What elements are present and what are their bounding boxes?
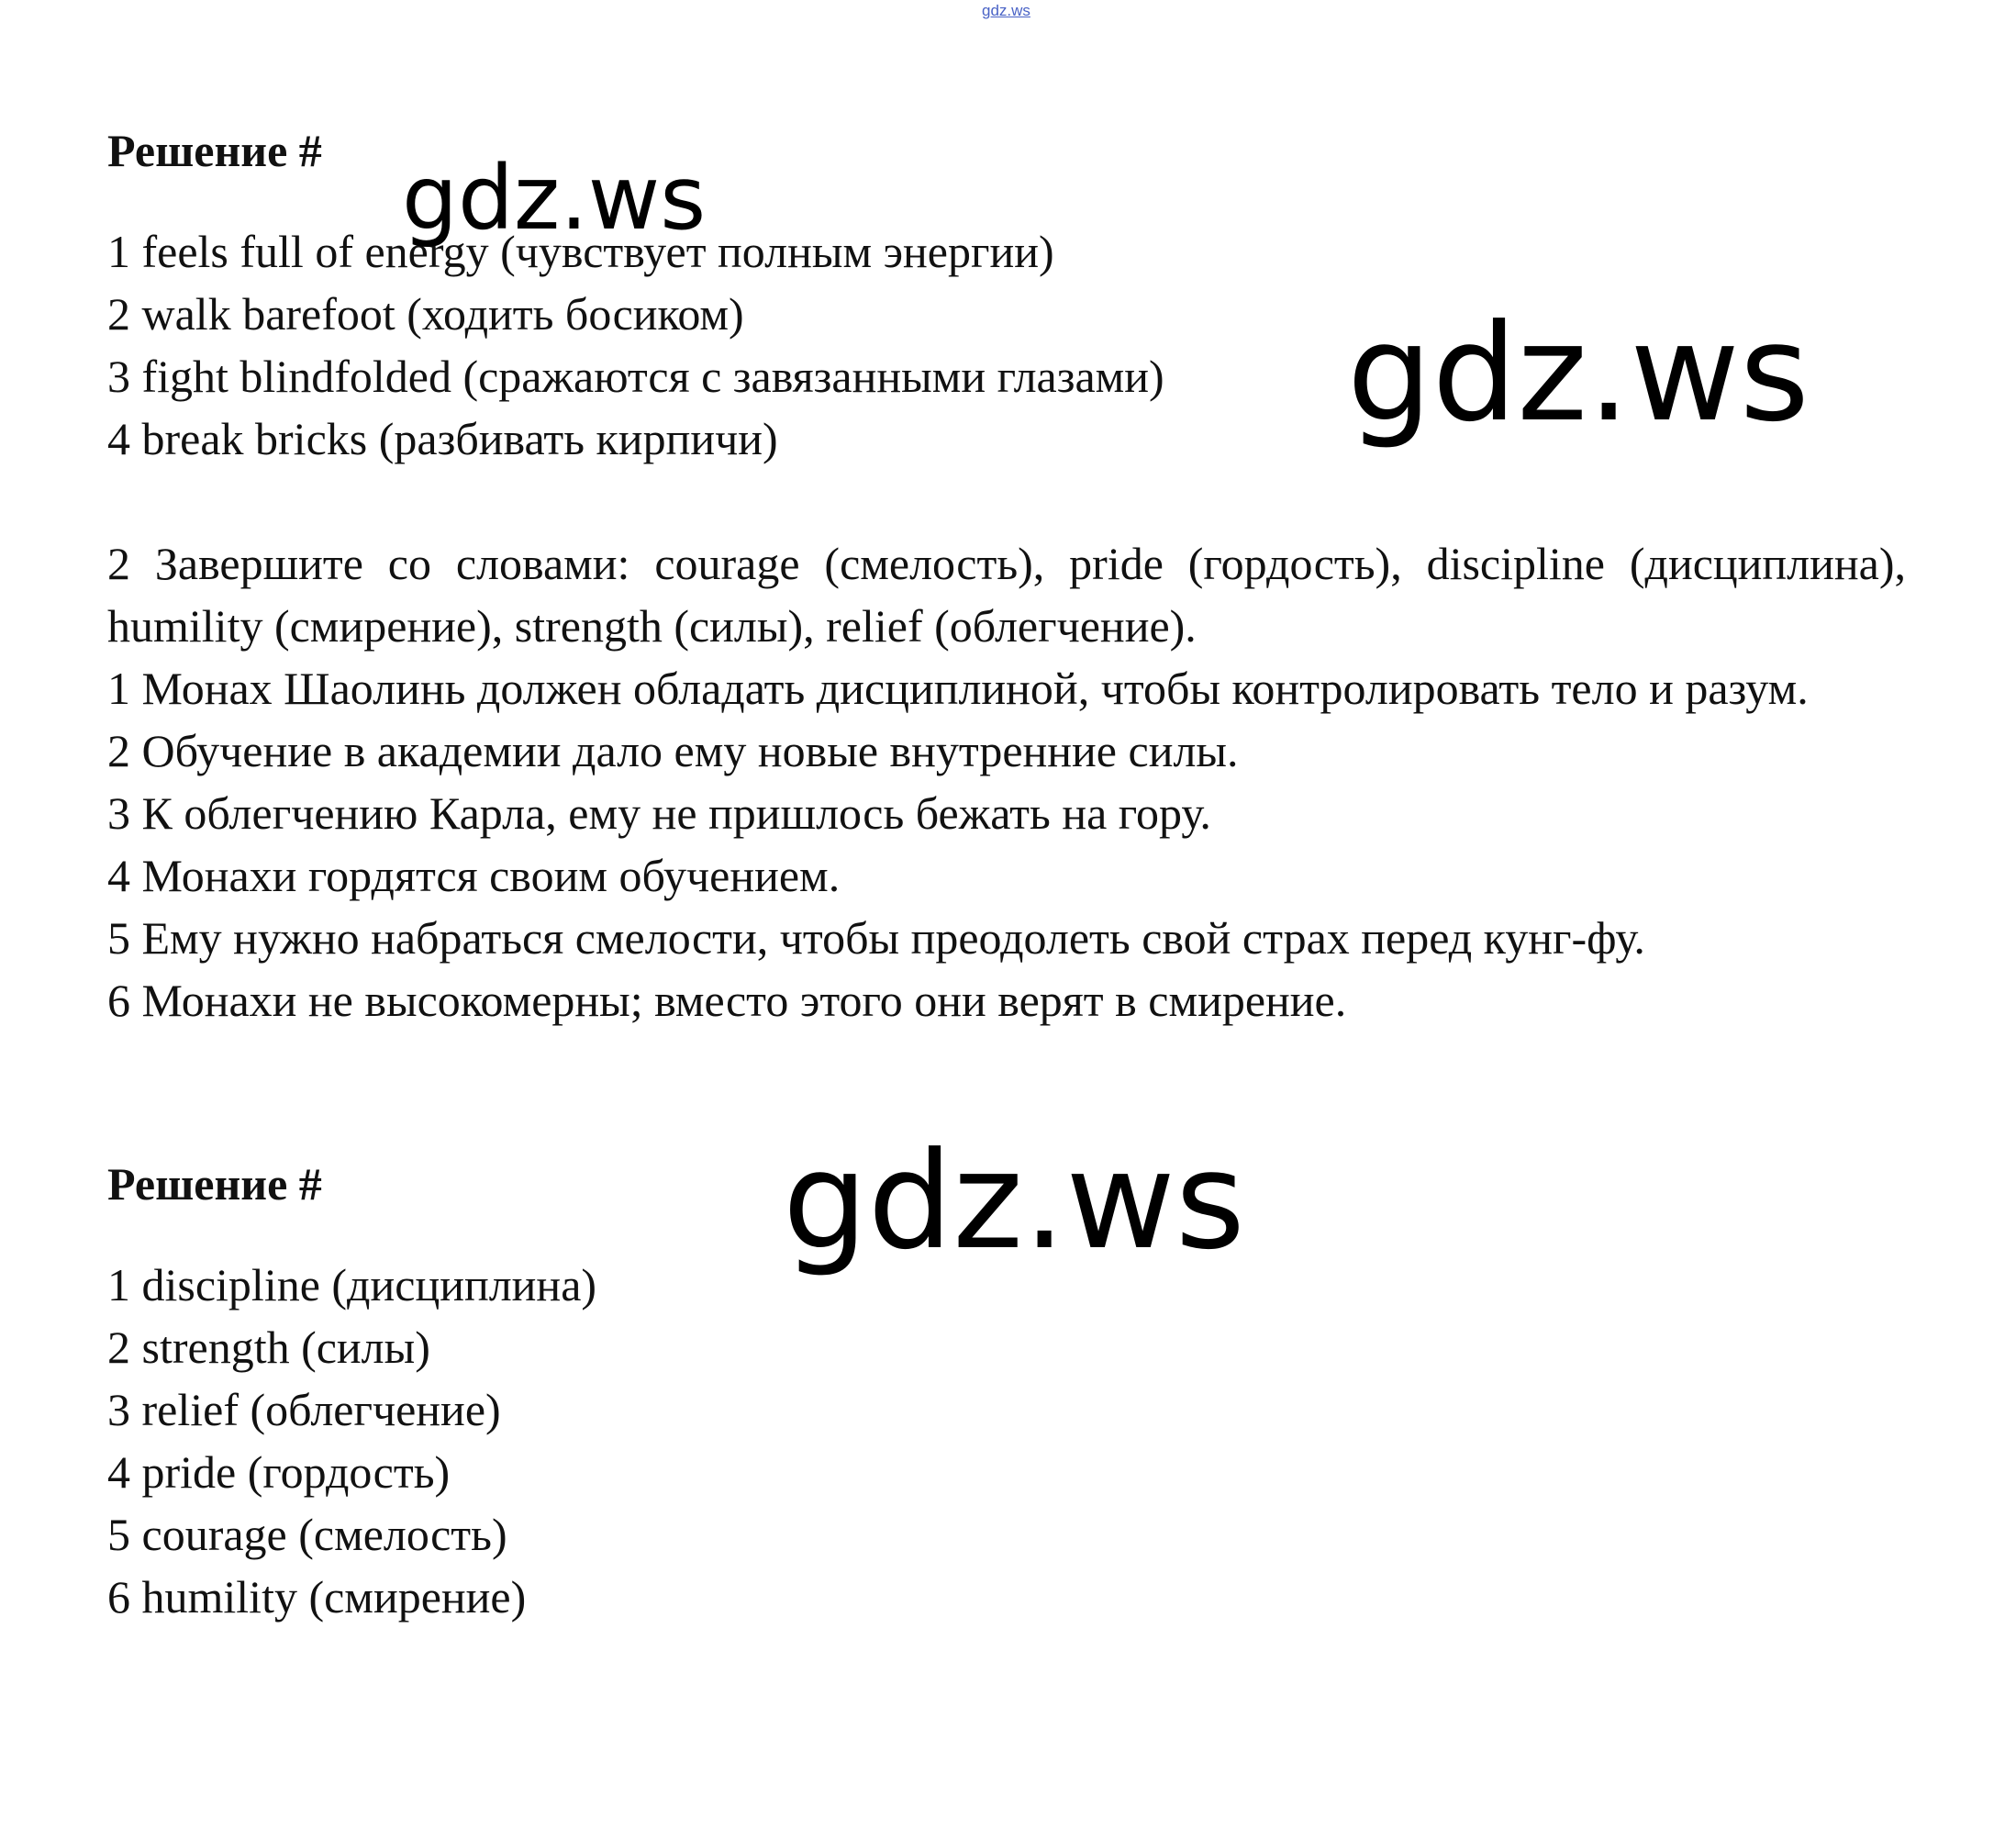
sentence-1: 1 Монах Шаолинь должен обладать дисциплиной, чтобы контролировать тело и разум. bbox=[107, 663, 1809, 714]
top-site-link[interactable]: gdz.ws bbox=[982, 2, 1030, 19]
section-1-answer-3: 3 fight blindfolded (сражаются с завязанными глазами) bbox=[107, 351, 1164, 402]
section-2-answer-2: 2 strength (силы) bbox=[107, 1322, 430, 1373]
watermark-right: gdz.ws bbox=[1347, 296, 1810, 452]
sentence-5: 5 Ему нужно набраться смелости, чтобы преодолеть свой страх перед кунг-фу. bbox=[107, 912, 1645, 964]
section-1-answer-1: 1 feels full of energy (чувствует полным энергии) bbox=[107, 226, 1054, 277]
sentence-3: 3 К облегчению Карла, ему не пришлось бежать на гору. bbox=[107, 787, 1211, 839]
section-2-answer-5: 5 courage (смелость) bbox=[107, 1509, 507, 1560]
task-instruction: 2 Завершите со словами: courage (смелость), pride (гордость), discipline (дисциплина), humility (смирение), strength (силы), relief (облегчение). bbox=[107, 538, 1906, 652]
sentence-4: 4 Монахи гордятся своим обучением. bbox=[107, 850, 841, 901]
sentence-6: 6 Монахи не высокомерны; вместо этого они верят в смирение. bbox=[107, 975, 1347, 1026]
section-2-answer-1: 1 discipline (дисциплина) bbox=[107, 1259, 597, 1310]
sentence-2: 2 Обучение в академии дало ему новые внутренние силы. bbox=[107, 725, 1239, 776]
watermark-small: gdz.ws bbox=[402, 147, 707, 250]
section-2-answer-6: 6 humility (смирение) bbox=[107, 1571, 527, 1623]
section-2-answer-4: 4 pride (гордость) bbox=[107, 1446, 451, 1498]
section-2-heading: Решение # bbox=[107, 1158, 322, 1210]
section-1-answer-2: 2 walk barefoot (ходить босиком) bbox=[107, 288, 744, 340]
section-1-answer-4: 4 break bricks (разбивать кирпичи) bbox=[107, 413, 778, 464]
watermark-center: gdz.ws bbox=[783, 1123, 1245, 1279]
section-2-answer-3: 3 relief (облегчение) bbox=[107, 1384, 501, 1435]
section-1-heading: Решение # bbox=[107, 125, 322, 176]
